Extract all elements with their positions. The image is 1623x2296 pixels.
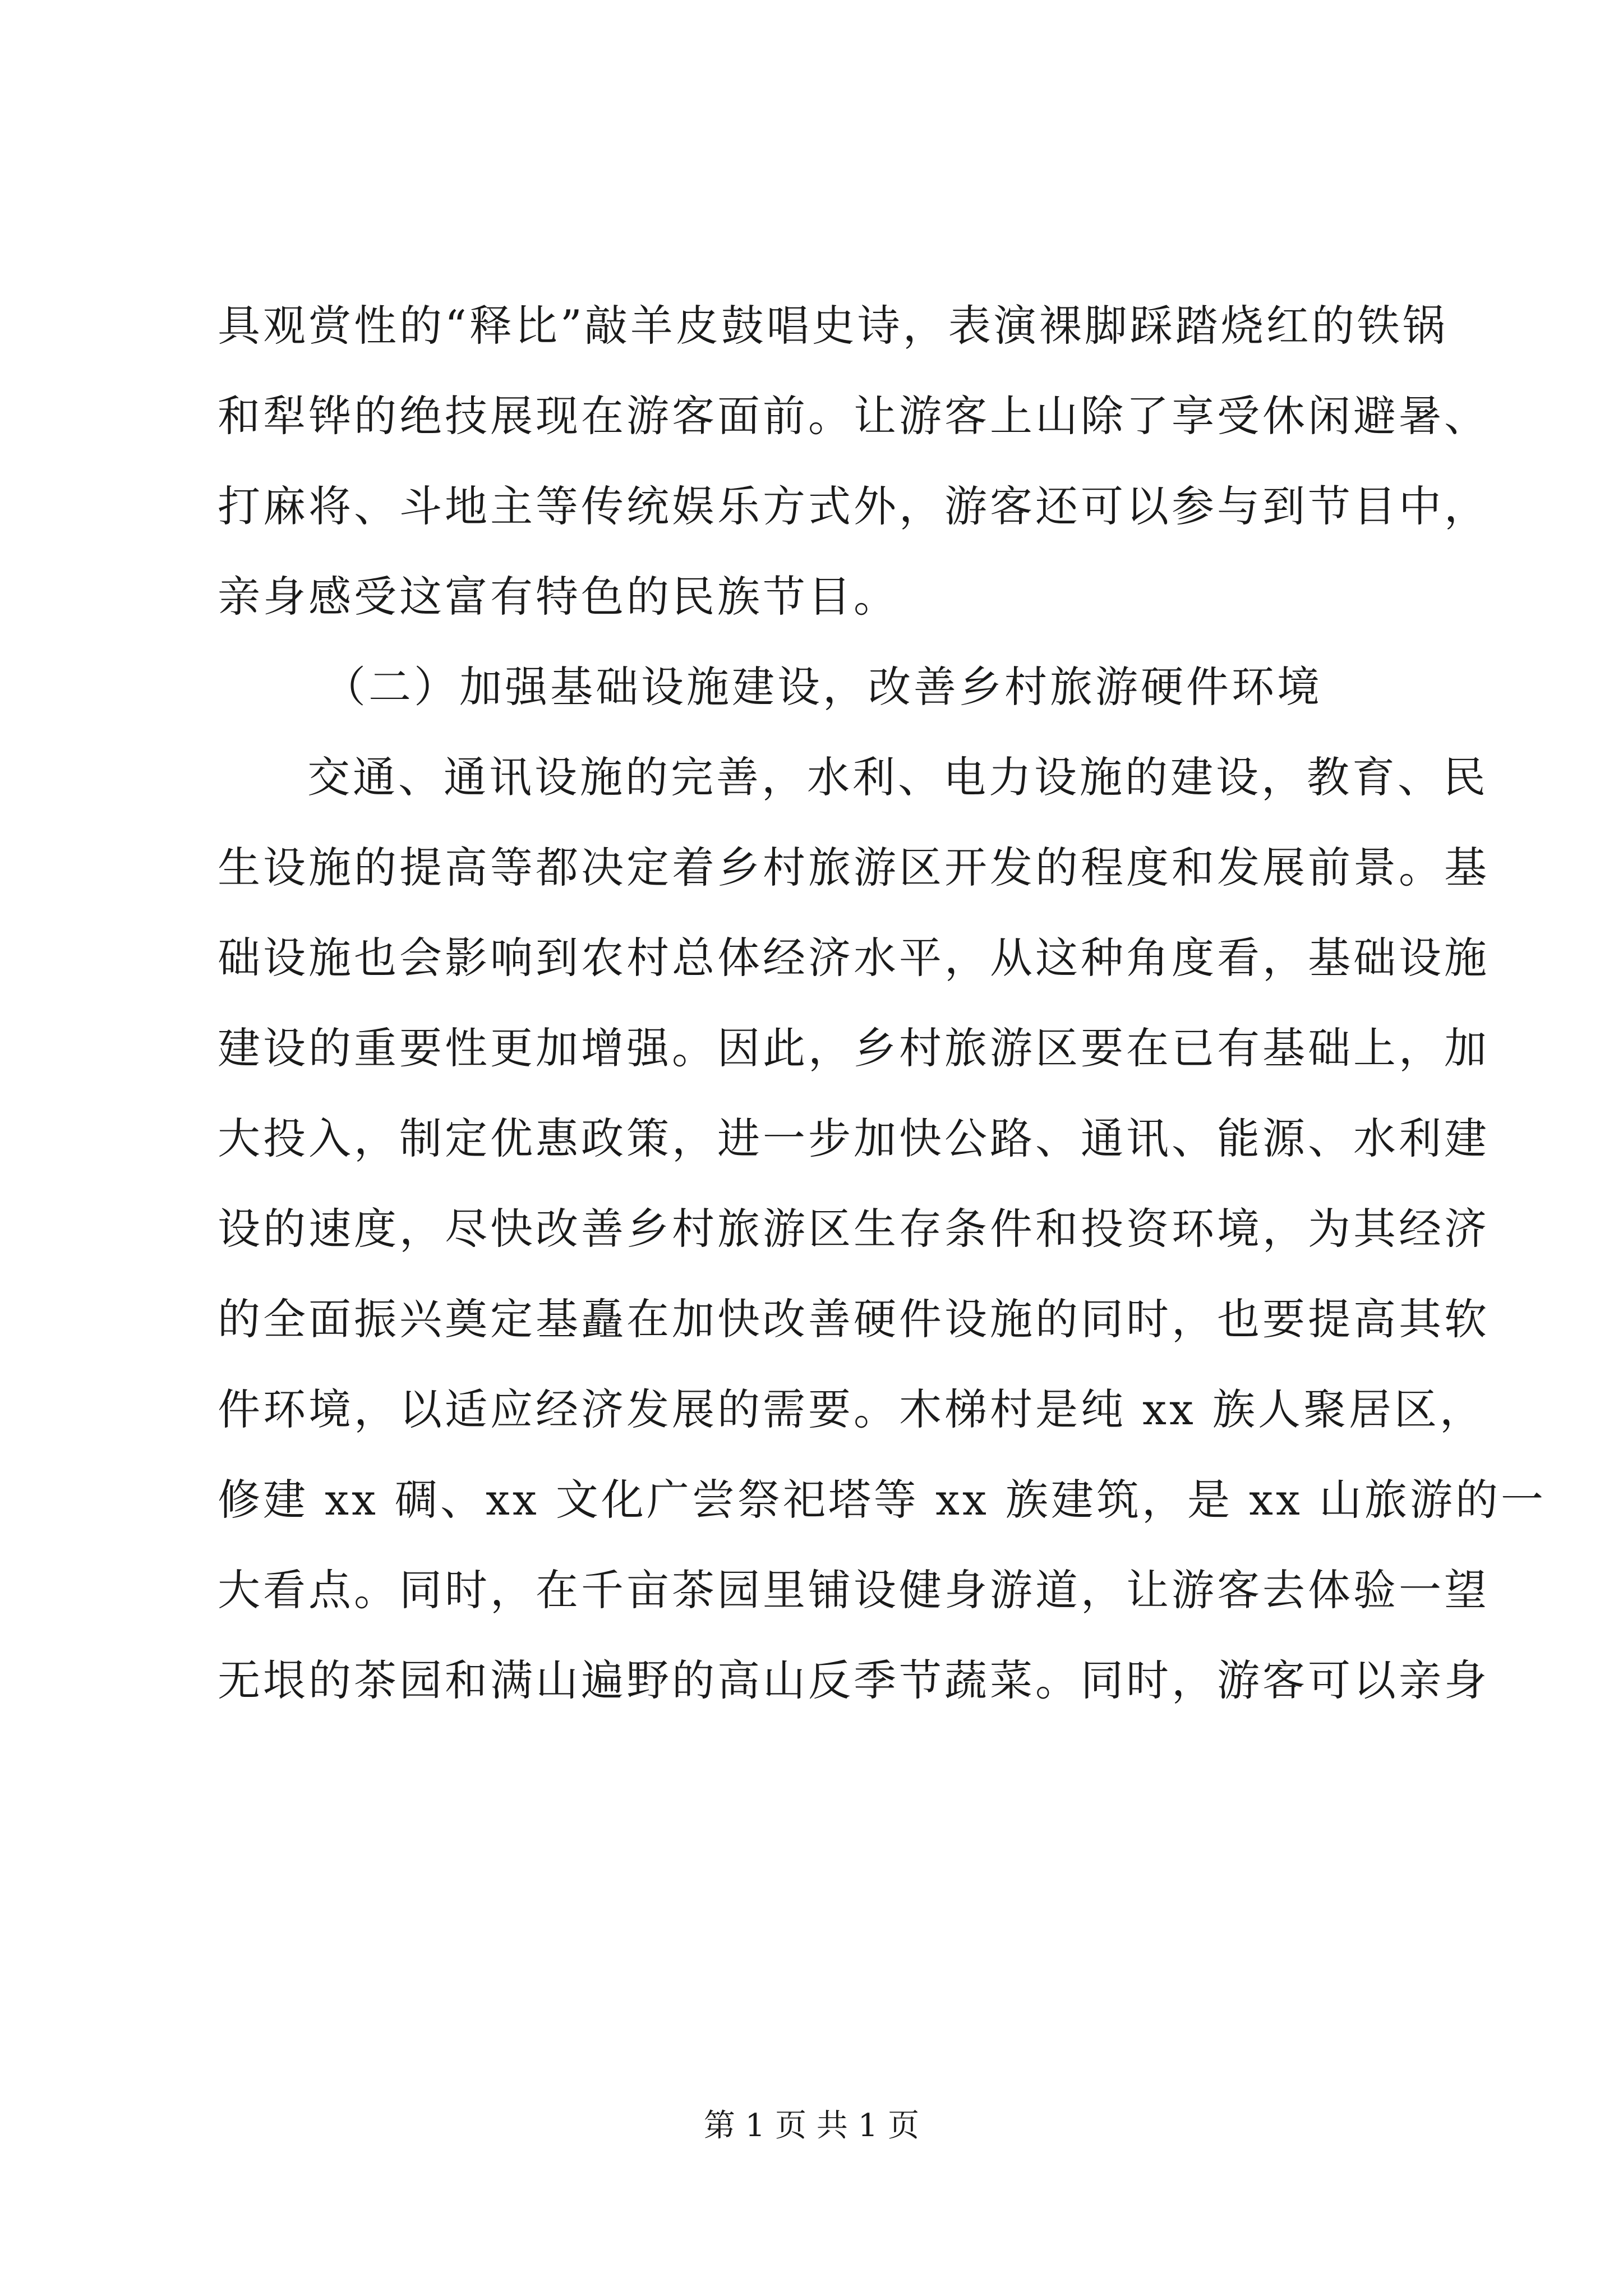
paragraph-line: 和犁铧的绝技展现在游客面前。让游客上山除了享受休闲避暑、	[218, 391, 1490, 441]
paragraph-line: 设的速度，尽快改善乡村旅游区生存条件和投资环境，为其经济	[218, 1204, 1490, 1254]
paragraph-line: 打麻将、斗地主等传统娱乐方式外，游客还可以参与到节目中，	[218, 481, 1490, 531]
paragraph-line: 无垠的茶园和满山遍野的高山反季节蔬菜。同时，游客可以亲身	[218, 1655, 1490, 1705]
paragraph-line: 修建 xx 碉、xx 文化广尝祭祀塔等 xx 族建筑，是 xx 山旅游的一	[218, 1475, 1546, 1525]
paragraph-line: 大看点。同时，在千亩茶园里铺设健身游道，让游客去体验一望	[218, 1565, 1490, 1615]
section-heading: （二）加强基础设施建设，改善乡村旅游硬件环境	[323, 662, 1322, 712]
paragraph-line: 具观赏性的“释比”敲羊皮鼓唱史诗，表演裸脚踩踏烧红的铁锅	[218, 301, 1448, 351]
paragraph-line: 的全面振兴奠定基矗在加快改善硬件设施的同时，也要提高其软	[218, 1294, 1490, 1344]
paragraph-line: 生设施的提高等都决定着乡村旅游区开发的程度和发展前景。基	[218, 843, 1490, 892]
paragraph-line: 建设的重要性更加增强。因此，乡村旅游区要在已有基础上，加	[218, 1023, 1490, 1073]
paragraph-line: 亲身感受这富有特色的民族节目。	[218, 572, 899, 622]
body-text	[218, 280, 1546, 1726]
paragraph-first-line: 交通、通讯设施的完善，水利、电力设施的建设，教育、民	[307, 752, 1488, 802]
paragraph-line: 大投入，制定优惠政策，进一步加快公路、通讯、能源、水利建	[218, 1114, 1490, 1163]
paragraph-line: 件环境，以适应经济发展的需要。木梯村是纯 xx 族人聚居区，	[218, 1384, 1486, 1434]
paragraph-line: 础设施也会影响到农村总体经济水平，从这种角度看，基础设施	[218, 933, 1490, 983]
page-number-footer: 第 1 页 共 1 页	[703, 2108, 920, 2144]
